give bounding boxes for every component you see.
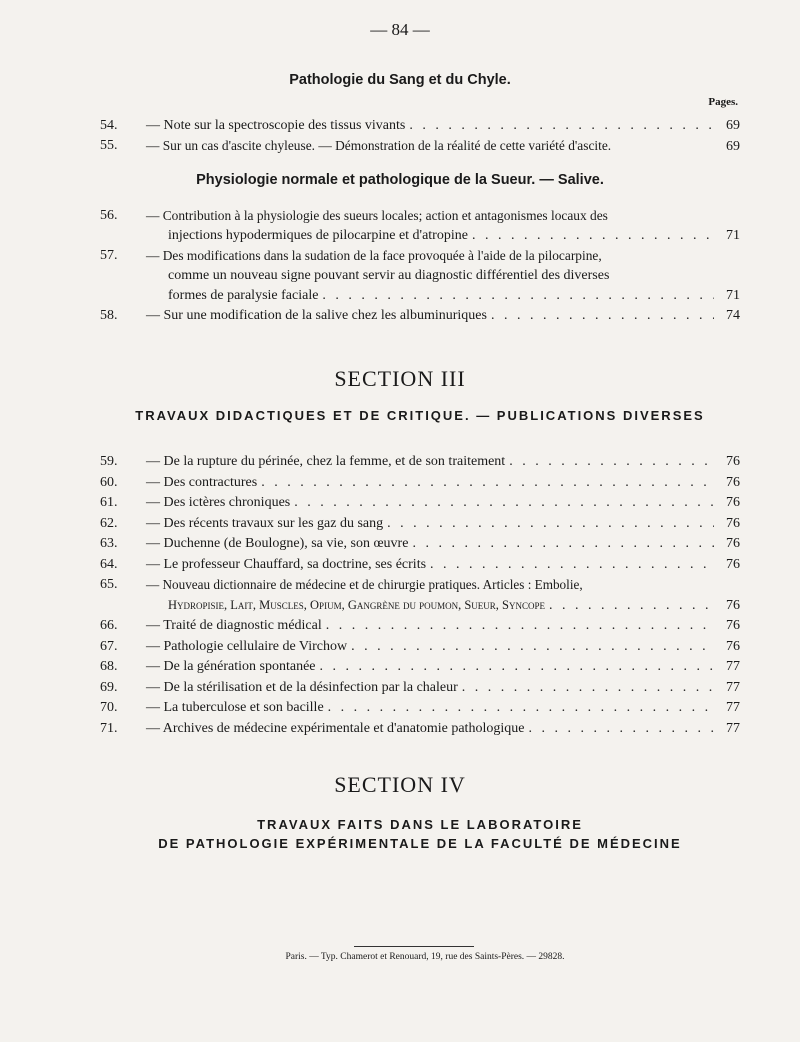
entry-title: — Contribution à la physiologie des sueurs locales; action et antagonismes locaux des (146, 208, 608, 223)
list-item (100, 719, 740, 739)
section-4-subtitle-2: DE PATHOLOGIE EXPÉRIMENTALE DE LA FACULTÉ DE MÉDECINE (158, 836, 682, 851)
list-item (100, 493, 740, 513)
entry-title: — De la génération spontanée (146, 659, 316, 674)
entry-number: 57. (100, 248, 118, 263)
entry-number: 64. (100, 556, 118, 572)
entry-number: 70. (100, 700, 118, 715)
list-item (100, 657, 740, 677)
list-item (100, 534, 740, 554)
entry-number: 60. (100, 474, 118, 490)
list-item (100, 473, 740, 493)
pages-label: Pages. (708, 96, 738, 108)
entry-title: — Duchenne (de Boulogne), sa vie, son œuvre (146, 536, 409, 551)
entry-title: — Des contractures (146, 474, 258, 490)
entry-page: 77 (726, 720, 740, 736)
list-item (100, 136, 740, 157)
list-item (100, 514, 740, 534)
entry-title: — De la stérilisation et de la désinfection par la chaleur (146, 679, 458, 695)
printer-footer: Paris. — Typ. Chamerot et Renouard, 19, rue des Saints-Pères. — 29828. (285, 952, 565, 962)
entry-title-cont: injections hypodermiques de pilocarpine et d'atropine (168, 228, 468, 243)
footer-divider (354, 946, 474, 947)
entry-page: 77 (726, 700, 740, 715)
entry-number: 61. (100, 495, 118, 510)
list-item (100, 637, 740, 657)
entry-page: 71 (726, 288, 740, 303)
entry-title: — Sur un cas d'ascite chyleuse. — Démonstration de la réalité de cette variété d'ascite. (146, 138, 612, 153)
entry-title: — Note sur la spectroscopie des tissus vivants (146, 118, 406, 133)
entry-page: 77 (726, 679, 740, 695)
entry-page: 71 (726, 228, 740, 243)
section-3-title: SECTION III (334, 366, 466, 391)
entry-page: 76 (726, 454, 740, 469)
entry-page: 76 (726, 598, 740, 613)
entry-title: — La tuberculose et son bacille (146, 700, 324, 715)
entry-number: 69. (100, 679, 118, 695)
entry-title-cont: formes de paralysie faciale (168, 288, 319, 303)
entry-page: 69 (726, 118, 740, 133)
entry-page: 76 (726, 536, 740, 551)
list-item (100, 306, 740, 326)
list-item (100, 452, 740, 472)
entry-page: 76 (726, 618, 740, 633)
entry-title: — Pathologie cellulaire de Virchow (146, 638, 348, 654)
entry-title: — Sur une modification de la salive chez les albuminuriques (146, 308, 487, 323)
entry-title: — Nouveau dictionnaire de médecine et de chirurgie pratiques. Articles : Embolie, (146, 577, 583, 592)
page-number: — 84 — (370, 20, 430, 39)
entry-number: 67. (100, 638, 118, 654)
entry-number: 66. (100, 618, 118, 633)
section-3-subtitle: TRAVAUX DIDACTIQUES ET DE CRITIQUE. — PUBLICATIONS DIVERSES (135, 408, 705, 423)
entry-number: 71. (100, 720, 118, 736)
section-4-subtitle-1: TRAVAUX FAITS DANS LE LABORATOIRE (257, 817, 583, 832)
entry-number: 56. (100, 208, 118, 223)
list-item (100, 555, 740, 575)
entry-title-cont: Hydropisie, Lait, Muscles, Opium, Gangrène du poumon, Sueur, Syncope (168, 598, 546, 612)
entry-page: 77 (726, 659, 740, 674)
entry-page: 69 (726, 139, 740, 154)
entry-page: 76 (726, 515, 740, 531)
entry-page: 76 (726, 495, 740, 510)
heading-sang: Pathologie du Sang et du Chyle. (289, 72, 511, 88)
list-item (100, 575, 740, 616)
list-item (100, 206, 740, 246)
entry-page: 76 (726, 474, 740, 490)
entry-page: 74 (726, 308, 740, 323)
entry-title: — De la rupture du périnée, chez la femme, et de son traitement (146, 454, 506, 469)
entry-number: 68. (100, 659, 118, 674)
entry-title: — Le professeur Chauffard, sa doctrine, ses écrits (146, 556, 427, 572)
entry-title: — Traité de diagnostic médical (146, 618, 322, 633)
list-item (100, 678, 740, 698)
entry-title-cont: comme un nouveau signe pouvant servir au diagnostic différentiel des diverses (168, 268, 610, 283)
list-item (100, 246, 740, 306)
entry-title: — Archives de médecine expérimentale et d'anatomie pathologique (146, 720, 525, 736)
entry-title: — Des modifications dans la sudation de la face provoquée à l'aide de la pilocarpine, (146, 248, 602, 263)
entry-number: 58. (100, 308, 118, 323)
entry-number: 59. (100, 454, 118, 469)
entry-number: 55. (100, 138, 118, 153)
entry-page: 76 (726, 556, 740, 572)
entry-number: 54. (100, 118, 118, 133)
entry-title: — Des récents travaux sur les gaz du sang (146, 515, 384, 531)
heading-sueur: Physiologie normale et pathologique de la Sueur. — Salive. (196, 172, 604, 188)
list-item (100, 616, 740, 636)
entry-number: 62. (100, 515, 118, 531)
list-item (100, 698, 740, 718)
section-4-title: SECTION IV (334, 772, 466, 797)
entry-number: 65. (100, 577, 118, 592)
entry-number: 63. (100, 536, 118, 551)
list-item (100, 116, 740, 136)
entry-title: — Des ictères chroniques (146, 495, 291, 510)
entry-page: 76 (726, 638, 740, 654)
